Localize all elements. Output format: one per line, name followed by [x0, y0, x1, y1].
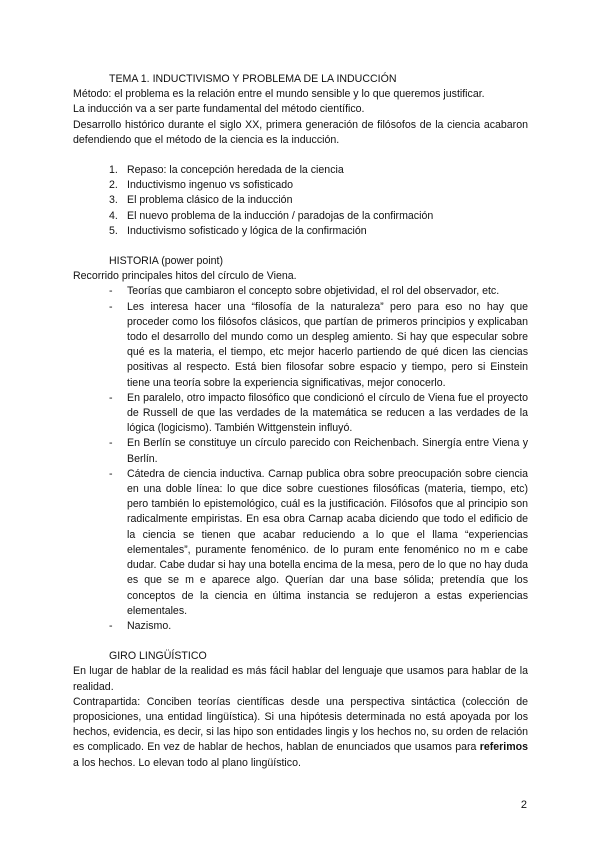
outline-item: 1. Repaso: la concepción heredada de la ciencia — [109, 164, 344, 177]
outline-item: 3. El problema clásico de la inducción — [109, 194, 293, 207]
giro-paragraph-2: Contrapartida: Conciben teorías científicas desde una perspectiva sintáctica (colección de proposiciones, una entidad lingüística). Si una hipótesis determinada no está apoyada por los hechos, evidencia, es decir, si las hipo son entidades lingis y los hechos no, su orden de relación es complicado. En vez de hablar de hechos, hablan de enunciados que usamos para referimos a los hechos. Lo elevan todo al plano lingüístico. — [73, 695, 528, 769]
intro-line-3: Desarrollo histórico durante el siglo XX, primera generación de filósofos de la ciencia acabaron defendiendo que el método de la ciencia es la inducción. — [73, 118, 528, 146]
outline-list — [73, 163, 528, 239]
spacer — [73, 148, 528, 163]
historia-item: - Teorías que cambiaron el concepto sobre objetividad, el rol del observador, etc. — [109, 285, 500, 298]
intro-line-1: Método: el problema es la relación entre el mundo sensible y lo que queremos justificar. — [73, 88, 485, 101]
intro-line-2: La inducción va a ser parte fundamental del método científico. — [73, 103, 365, 116]
historia-item: - Cátedra de ciencia inductiva. Carnap publica obra sobre preocupación sobre ciencia en una doble línea: lo que dice sobre cuestiones filosóficas (materia, tiempo, etc) pero también lo epistemológico, cuál es la justificación. Filósofos que al principio son radicalmente empiristas. En esa obra Carnap acaba diciendo que todo el edificio de la ciencia se tienen que acabar reduciendo a lo que el llama “experiencias elementales”, puramente fenoménico. de lo puram ente fenoménico no m e cabe dudar. Cabe dudar si hay una botella encima de la mesa, pero de lo que no hay duda es que se m e aparece algo. Querían dar una base sólida; pretendía que los conceptos de la ciencia en última instancia se redujeron a estas experiencias elementales. — [109, 467, 528, 617]
historia-item: - Nazismo. — [109, 619, 172, 632]
historia-item: - En Berlín se constituye un círculo parecido con Reichenbach. Sinergía entre Viena y Berlín. — [109, 437, 528, 465]
historia-item: - Les interesa hacer una “filosofía de la naturaleza” pero para eso no hay que proceder como los filósofos clásicos, que partían de primeros principios y explicaban todo el desarrollo del mundo como un despleg amiento. Si hay que especular sobre qué es la materia, el tiempo, etc mejor hacerlo partiendo de qué dicen las ciencias positivas al respecto. Está bien filosofar sobre espacio y tiempo, pero si Einstein tiene una teoría sobre la experiencia significativas, mejor conocerlo. — [109, 300, 528, 389]
outline-item: 4. El nuevo problema de la inducción / paradojas de la confirmación — [109, 209, 434, 222]
document-page — [73, 72, 528, 771]
historia-lead: Recorrido principales hitos del círculo de Viena. — [73, 270, 297, 283]
historia-item: - En paralelo, otro impacto filosófico que condicionó el círculo de Viena fue el proyecto de Russell de que las verdades de la matemática se reducen a las verdades de la lógica (logicismo). También Wittgenstein influyó. — [109, 391, 528, 435]
giro-paragraph-1: En lugar de hablar de la realidad es más fácil hablar del lenguaje que usamos para hablar de la realidad. — [73, 665, 528, 693]
giro-heading: GIRO LINGÜÍSTICO — [109, 650, 207, 663]
page-number: 2 — [520, 799, 527, 811]
spacer — [73, 239, 528, 254]
section-title: TEMA 1. INDUCTIVISMO Y PROBLEMA DE LA INDUCCIÓN — [109, 73, 397, 85]
historia-heading: HISTORIA (power point) — [109, 255, 224, 268]
historia-list — [73, 284, 528, 634]
spacer — [73, 634, 528, 649]
outline-item: 2. Inductivismo ingenuo vs sofisticado — [109, 179, 294, 192]
outline-item: 5. Inductivismo sofisticado y lógica de la confirmación — [109, 224, 367, 237]
bold-term: referimos — [479, 741, 528, 754]
